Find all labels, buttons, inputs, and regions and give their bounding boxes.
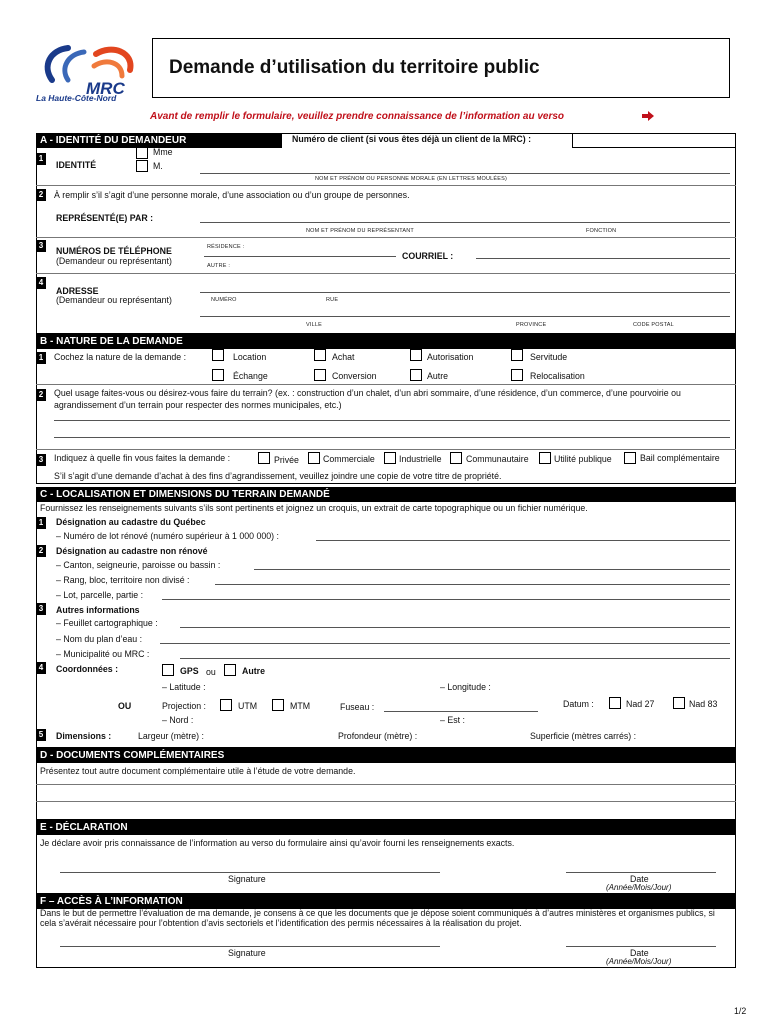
signature-e-label: Signature [228, 874, 266, 884]
section-e-bar: E - DÉCLARATION [36, 820, 736, 835]
section-d-bar: D - DOCUMENTS COMPLÉMENTAIRES [36, 748, 736, 763]
municipalite-field[interactable] [180, 658, 730, 659]
autre-coord-checkbox[interactable] [224, 664, 236, 676]
purpose-commerciale: Commerciale [323, 454, 375, 464]
page-number: 1/2 [734, 1006, 747, 1016]
street-address-field[interactable] [200, 292, 730, 293]
page-title: Demande d’utilisation du territoire public [169, 57, 540, 78]
signature-f-label: Signature [228, 948, 266, 958]
address-sub: (Demandeur ou représentant) [56, 295, 172, 305]
feuillet-field[interactable] [180, 627, 730, 628]
section-f-bar: F – ACCÈS À L’INFORMATION [36, 894, 736, 909]
documents-line-1[interactable] [36, 784, 736, 785]
signature-f-field[interactable] [60, 946, 440, 947]
divider [36, 237, 736, 238]
section-e-text: Je déclare avoir pris connaissance de l’information au verso du formulaire ainsi qu’avoir fourni les renseignements exacts. [40, 838, 515, 848]
documents-line-2[interactable] [36, 801, 736, 802]
bail-complementaire-checkbox[interactable] [624, 452, 636, 464]
option-relocalisation: Relocalisation [530, 371, 585, 381]
c3-title: Autres informations [56, 605, 140, 615]
largeur-label: Largeur (mètre) : [138, 731, 204, 741]
location-checkbox[interactable] [212, 349, 224, 361]
item-number: 1 [36, 153, 46, 165]
mrc-logo-icon [38, 40, 148, 100]
date-f-field[interactable] [566, 946, 716, 947]
logo-subtitle: La Haute-Côte-Nord [36, 93, 117, 103]
section-c-intro: Fournissez les renseignements suivants s’ils sont pertinents et joignez un croquis, un extrait de carte topographique ou un fichier numérique. [40, 503, 588, 513]
city-field[interactable] [200, 316, 730, 317]
plan-eau-field[interactable] [160, 643, 730, 644]
function-hint: FONCTION [586, 228, 617, 234]
address-label: ADRESSE [56, 286, 99, 296]
purpose-communautaire: Communautaire [466, 454, 529, 464]
purpose-question: Indiquez à quelle fin vous faites la demande : [54, 453, 231, 463]
privee-checkbox[interactable] [258, 452, 270, 464]
echange-checkbox[interactable] [212, 369, 224, 381]
nad27-label: Nad 27 [626, 699, 655, 709]
phone-label: NUMÉROS DE TÉLÉPHONE [56, 246, 172, 256]
purpose-note: S’il s’agit d’une demande d’achat à des fins d’agrandissement, veuillez joindre une copie de votre titre de propriété. [54, 471, 502, 481]
date-e-label: Date [630, 874, 649, 884]
client-number-field[interactable] [572, 133, 736, 148]
achat-checkbox[interactable] [314, 349, 326, 361]
email-field[interactable] [476, 258, 730, 259]
c1-title: Désignation au cadastre du Québec [56, 517, 206, 527]
arrow-right-icon [641, 110, 655, 122]
option-autre: Autre [427, 371, 449, 381]
lot-renove-field[interactable] [316, 540, 730, 541]
purpose-bail-complementaire: Bail complémentaire [640, 453, 720, 463]
relocalisation-checkbox[interactable] [511, 369, 523, 381]
section-b-bar: B - NATURE DE LA DEMANDE [36, 334, 736, 349]
identity-label: IDENTITÉ [56, 160, 97, 170]
c1-lot: – Numéro de lot rénové (numéro supérieur à 1 000 000) : [56, 531, 279, 541]
item-number: 4 [36, 277, 46, 289]
option-achat: Achat [332, 352, 355, 362]
date-e-format: (Année/Mois/Jour) [606, 883, 672, 892]
divider [36, 273, 736, 274]
item-number: 2 [36, 389, 46, 401]
canton-field[interactable] [254, 569, 730, 570]
lot-parcelle-field[interactable] [162, 599, 730, 600]
usage-question: Quel usage faites-vous ou désirez-vous faire du terrain? (ex. : construction d’un chalet, d’un abri sommaire, d’une résidence, d’un commerce, d’une pourvoirie ou agrandissement d’un terrain pour respecter des normes municipales, etc.) [54, 388, 681, 410]
verso-notice: Avant de remplir le formulaire, veuillez prendre connaissance de l’information au verso [150, 111, 565, 122]
option-autorisation: Autorisation [427, 352, 474, 362]
m-checkbox[interactable] [136, 160, 148, 172]
usage-answer-line-1[interactable] [54, 420, 730, 421]
mme-label: Mme [153, 147, 173, 157]
mme-checkbox[interactable] [136, 147, 148, 159]
option-servitude: Servitude [530, 352, 568, 362]
item-number: 1 [36, 517, 46, 529]
fuseau-field[interactable] [384, 711, 538, 712]
nad83-checkbox[interactable] [673, 697, 685, 709]
item-number: 3 [36, 240, 46, 252]
postal-hint: CODE POSTAL [633, 322, 674, 328]
client-number-label: Numéro de client (si vous êtes déjà un client de la MRC) : [292, 134, 532, 144]
residence-phone-field[interactable] [204, 256, 396, 257]
projection-label: Projection : [162, 701, 207, 711]
c3-feuillet: – Feuillet cartographique : [56, 618, 158, 628]
date-f-label: Date [630, 948, 649, 958]
autorisation-checkbox[interactable] [410, 349, 422, 361]
divider [36, 384, 736, 385]
purpose-industrielle: Industrielle [399, 454, 442, 464]
section-a-bar: A - IDENTITÉ DU DEMANDEUR [36, 133, 282, 148]
purpose-privee: Privée [274, 455, 299, 465]
name-field[interactable] [200, 173, 730, 174]
date-f-format: (Année/Mois/Jour) [606, 957, 672, 966]
item2-text: À remplir s’il s’agit d’une personne morale, d’une association ou d’un groupe de personnes. [54, 190, 410, 200]
residence-label: RÉSIDENCE : [207, 244, 245, 250]
title-box [152, 38, 730, 98]
gps-checkbox[interactable] [162, 664, 174, 676]
option-echange: Échange [233, 371, 268, 381]
c4-title: Coordonnées : [56, 664, 119, 674]
rang-field[interactable] [215, 584, 730, 585]
item-number: 3 [36, 603, 46, 615]
nord-label: – Nord : [162, 715, 194, 725]
name-hint: NOM ET PRÉNOM OU PERSONNE MORALE (EN LETTRES MOULÉES) [315, 176, 508, 182]
c5-title: Dimensions : [56, 731, 112, 741]
item-number: 3 [36, 454, 46, 466]
c2-rang: – Rang, bloc, territoire non divisé : [56, 575, 190, 585]
c3-muni: – Municipalité ou MRC : [56, 649, 150, 659]
represented-label: REPRÉSENTÉ(E) PAR : [56, 213, 154, 223]
latitude-label: – Latitude : [162, 682, 206, 692]
city-hint: VILLE [306, 322, 322, 328]
communautaire-checkbox[interactable] [450, 452, 462, 464]
usage-answer-line-2[interactable] [54, 437, 730, 438]
est-label: – Est : [440, 715, 465, 725]
utilite-publique-checkbox[interactable] [539, 452, 551, 464]
nature-question: Cochez la nature de la demande : [54, 352, 187, 362]
item-number: 2 [36, 189, 46, 201]
utm-label: UTM [238, 701, 258, 711]
profondeur-label: Profondeur (mètre) : [338, 731, 418, 741]
phone-sub: (Demandeur ou représentant) [56, 256, 172, 266]
commerciale-checkbox[interactable] [308, 452, 320, 464]
option-conversion: Conversion [332, 371, 377, 381]
signature-e-field[interactable] [60, 872, 440, 873]
section-d-text: Présentez tout autre document complémentaire utile à l’étude de votre demande. [40, 766, 356, 776]
c3-plan: – Nom du plan d’eau : [56, 634, 143, 644]
email-label: COURRIEL : [402, 251, 454, 261]
divider [36, 449, 736, 450]
c2-canton: – Canton, seigneurie, paroisse ou bassin : [56, 560, 221, 570]
gps-label: GPS [180, 666, 199, 676]
divider [36, 185, 736, 186]
autre-coord-label: Autre [242, 666, 265, 676]
nad27-checkbox[interactable] [609, 697, 621, 709]
section-c-bar: C - LOCALISATION ET DIMENSIONS DU TERRAIN DEMANDÉ [36, 487, 736, 502]
industrielle-checkbox[interactable] [384, 452, 396, 464]
datum-label: Datum : [563, 699, 594, 709]
longitude-label: – Longitude : [440, 682, 491, 692]
ou-small-label: ou [206, 667, 216, 677]
fuseau-label: Fuseau : [340, 702, 375, 712]
c2-title: Désignation au cadastre non rénové [56, 546, 208, 556]
other-phone-label: AUTRE : [207, 263, 231, 269]
c2-lot: – Lot, parcelle, partie : [56, 590, 144, 600]
street-hint: RUE [326, 297, 339, 303]
mtm-label: MTM [290, 701, 311, 711]
representative-field[interactable] [200, 222, 730, 223]
number-hint: NUMÉRO [211, 297, 237, 303]
item-number: 2 [36, 545, 46, 557]
logo-brand: MRC [86, 79, 125, 98]
ou-label: OU [118, 701, 132, 711]
nad83-label: Nad 83 [689, 699, 718, 709]
servitude-checkbox[interactable] [511, 349, 523, 361]
utm-checkbox[interactable] [220, 699, 232, 711]
conversion-checkbox[interactable] [314, 369, 326, 381]
date-e-field[interactable] [566, 872, 716, 873]
section-f-text: Dans le but de permettre l’évaluation de ma demande, je consens à ce que les documents que je dépose soient communiqués à d’autres ministères et organismes publics, si cela s’avérait nécessaire pour l’obtention d’avis sectoriels et l’identification des permis nécessaires à la réalisation du projet. [40, 908, 715, 928]
superficie-label: Superficie (mètres carrés) : [530, 731, 637, 741]
item-number: 4 [36, 662, 46, 674]
province-hint: PROVINCE [516, 322, 547, 328]
purpose-utilite-publique: Utilité publique [554, 454, 612, 464]
mtm-checkbox[interactable] [272, 699, 284, 711]
autre-nature-checkbox[interactable] [410, 369, 422, 381]
option-location: Location [233, 352, 267, 362]
m-label: M. [153, 161, 163, 171]
item-number: 5 [36, 729, 46, 741]
item-number: 1 [36, 352, 46, 364]
rep-name-hint: NOM ET PRÉNOM DU REPRÉSENTANT [306, 228, 414, 234]
